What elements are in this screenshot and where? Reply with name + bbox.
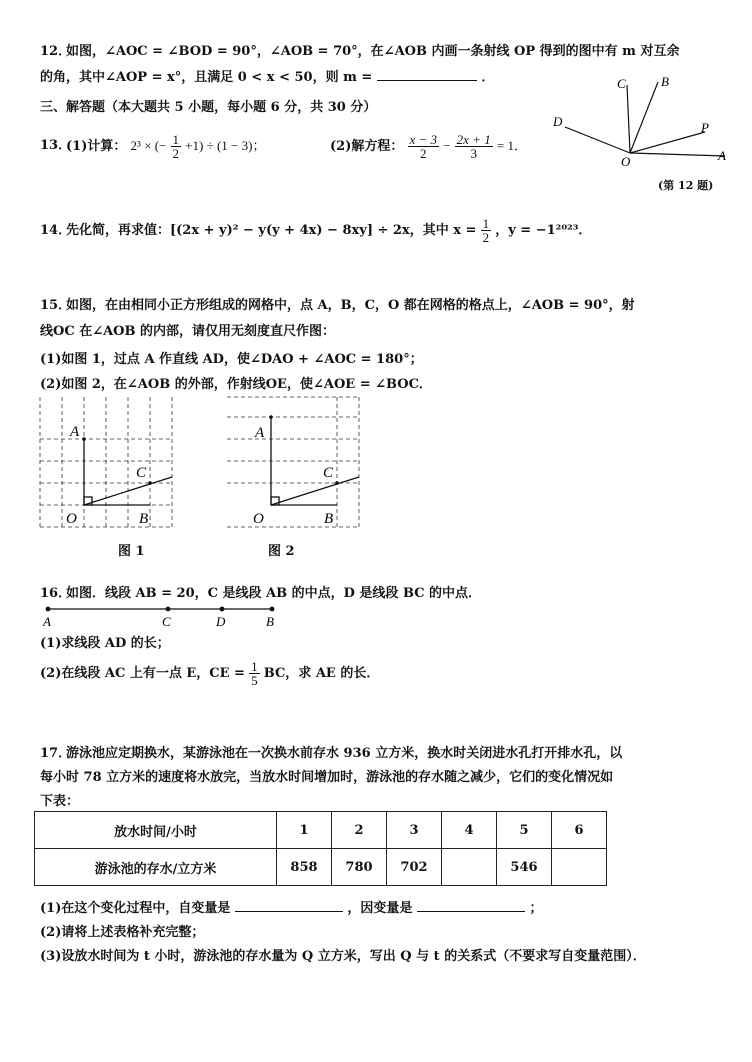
q16-part1: (1)求线段 AD 的长； <box>40 636 170 651</box>
q15-fig2-caption: 图 2 <box>268 544 295 559</box>
q16-part2 <box>40 658 379 690</box>
q16-number: 16． <box>40 586 72 601</box>
q12-period: ． <box>481 70 495 85</box>
q17-part2: (2)请将上述表格补充完整； <box>40 925 205 940</box>
label-b: B <box>661 74 669 89</box>
q17-line2: 每小时 78 立方米的速度将水放完，当放水时间增加时，游泳池的存水随之减少，它们的变化情况如 <box>40 770 614 785</box>
q13-minus: − <box>443 138 451 153</box>
q16-fraction <box>249 660 260 687</box>
q13-part2-label: (2)解方程： <box>330 139 404 154</box>
label-d: D <box>553 114 563 129</box>
frac-den: 5 <box>251 673 258 688</box>
q17-line3: 下表： <box>40 794 80 809</box>
q17-part3: (3)设放水时间为 t 小时，游泳池的存水量为 Q 立方米，写出 Q 与 t 的关系式（不要求写自变量范围）． <box>40 949 646 964</box>
q13-part1-label: (1)计算： <box>66 139 127 154</box>
label-c: C <box>136 465 147 481</box>
q15-part2: (2)如图 2，在∠AOB 的外部，作射线OE，使∠AOE = ∠BOC． <box>40 377 432 392</box>
q15-part1: (1)如图 1，过点 A 作直线 AD，使∠DAO + ∠AOC = 180°； <box>40 352 423 367</box>
q13-eq: = 1． <box>496 138 527 153</box>
table-cell-blank[interactable] <box>442 849 497 886</box>
table-row <box>35 812 607 849</box>
label-o: O <box>253 511 264 527</box>
q13-number: 13． <box>40 138 72 153</box>
q13-expr-b: +1) ÷ (1 − 3)； <box>185 138 266 153</box>
q13-part2 <box>330 130 527 162</box>
q14-text-a: 先化简，再求值：[(2x + y)² − y(y + 4x) − 8xy] ÷ 2x，其中 x = <box>66 223 477 238</box>
q16-part2-text-a: (2)在线段 AC 上有一点 E，CE = <box>40 666 245 681</box>
frac-num: 1 <box>482 216 490 231</box>
frac-num: 2x + 1 <box>456 132 491 147</box>
frac-den: 2 <box>172 146 180 161</box>
q17-part1-text-b: ，因变量是 <box>347 901 413 916</box>
label-c: C <box>162 614 171 629</box>
ray-od <box>565 127 630 153</box>
q15-line2: 线OC 在∠AOB 的内部，请仅用无刻度直尺作图： <box>40 324 336 339</box>
ray-oa <box>630 153 725 156</box>
q14-body <box>66 215 591 247</box>
dependent-variable-blank[interactable] <box>417 899 525 912</box>
q12-line2-text: 的角，其中∠AOP = x°，且满足 0 < x < 50，则 m = <box>40 70 373 85</box>
q17-line1: 游泳池应定期换水，某游泳池在一次换水前存水 936 立方米，换水时关闭进水孔打开排水孔，以 <box>66 746 623 761</box>
frac-num: x − 3 <box>409 132 438 147</box>
q16-part2-text-b: BC，求 AE 的长． <box>263 666 380 681</box>
q12-caption: (第 12 题) <box>658 179 714 192</box>
q12-answer-blank[interactable] <box>377 68 477 81</box>
frac-den: 2 <box>482 230 490 245</box>
table-cell: 702 <box>387 849 442 886</box>
label-a: A <box>70 424 80 440</box>
frac-num: 1 <box>251 659 258 674</box>
q15-figure-2 <box>225 395 365 531</box>
q15-number: 15． <box>40 298 72 313</box>
label-a: A <box>718 148 726 163</box>
label-a: A <box>255 425 265 441</box>
label-b: B <box>324 511 334 527</box>
q13-part1 <box>66 130 265 162</box>
row-header: 放水时间/小时 <box>35 812 277 849</box>
q15-line1: 如图，在由相同小正方形组成的网格中，点 A，B，C，O 都在网格的格点上，∠AOB = 90°，射 <box>66 298 635 313</box>
q13-expr-a: 2³ × (− <box>130 138 167 153</box>
q12-line1: 如图，∠AOC = ∠BOD = 90°，∠AOB = 70°，在∠AOB 内画一条射线 OP 得到的图中有 m 对互余 <box>66 44 680 59</box>
table-cell: 4 <box>442 812 497 849</box>
label-c: C <box>323 465 334 481</box>
q13-fraction <box>171 133 182 160</box>
label-c: C <box>617 76 626 91</box>
q13-frac2 <box>455 133 493 160</box>
label-o: O <box>66 511 77 527</box>
ray-ob <box>630 82 658 153</box>
q14-number: 14． <box>40 223 72 238</box>
label-o: O <box>621 154 631 169</box>
frac-den: 3 <box>470 146 477 161</box>
q13-frac1 <box>408 133 440 160</box>
table-cell: 780 <box>332 849 387 886</box>
grid-lines <box>227 397 359 527</box>
q17-table <box>34 811 607 886</box>
frac-num: 1 <box>172 132 180 147</box>
q17-part1-text-a: (1)在这个变化过程中，自变量是 <box>40 901 231 916</box>
q14-fraction <box>481 217 492 244</box>
label-p: P <box>701 120 709 135</box>
q12-angle-figure <box>545 70 740 190</box>
q16-line1: 如图．线段 AB = 20，C 是线段 AB 的中点，D 是线段 BC 的中点． <box>66 586 482 601</box>
label-d: D <box>216 614 226 629</box>
table-cell: 858 <box>277 849 332 886</box>
table-cell: 2 <box>332 812 387 849</box>
row-header: 游泳池的存水/立方米 <box>35 849 277 886</box>
table-cell: 3 <box>387 812 442 849</box>
table-row <box>35 849 607 886</box>
section-3-heading: 三、解答题（本大题共 5 小题，每小题 6 分，共 30 分） <box>40 100 377 115</box>
grid-lines <box>40 397 172 527</box>
frac-den: 2 <box>420 146 427 161</box>
q17-part1 <box>40 897 543 916</box>
q12-line2 <box>40 66 494 85</box>
q12-number: 12． <box>40 44 72 59</box>
table-cell: 546 <box>497 849 552 886</box>
table-cell: 1 <box>277 812 332 849</box>
ray-oc <box>627 85 630 153</box>
q16-segment-figure <box>40 600 290 630</box>
q17-number: 17． <box>40 746 72 761</box>
label-b: B <box>266 614 274 629</box>
table-cell-blank[interactable] <box>552 849 607 886</box>
table-cell: 6 <box>552 812 607 849</box>
label-b: B <box>139 511 149 527</box>
table-cell: 5 <box>497 812 552 849</box>
q15-figure-1 <box>38 395 178 531</box>
independent-variable-blank[interactable] <box>235 899 343 912</box>
ray-op <box>630 132 705 153</box>
q15-fig1-caption: 图 1 <box>118 544 145 559</box>
q17-part1-text-c: ； <box>529 901 543 916</box>
q14-text-b: ，y = −1²⁰²³． <box>495 223 592 238</box>
label-a: A <box>43 614 51 629</box>
